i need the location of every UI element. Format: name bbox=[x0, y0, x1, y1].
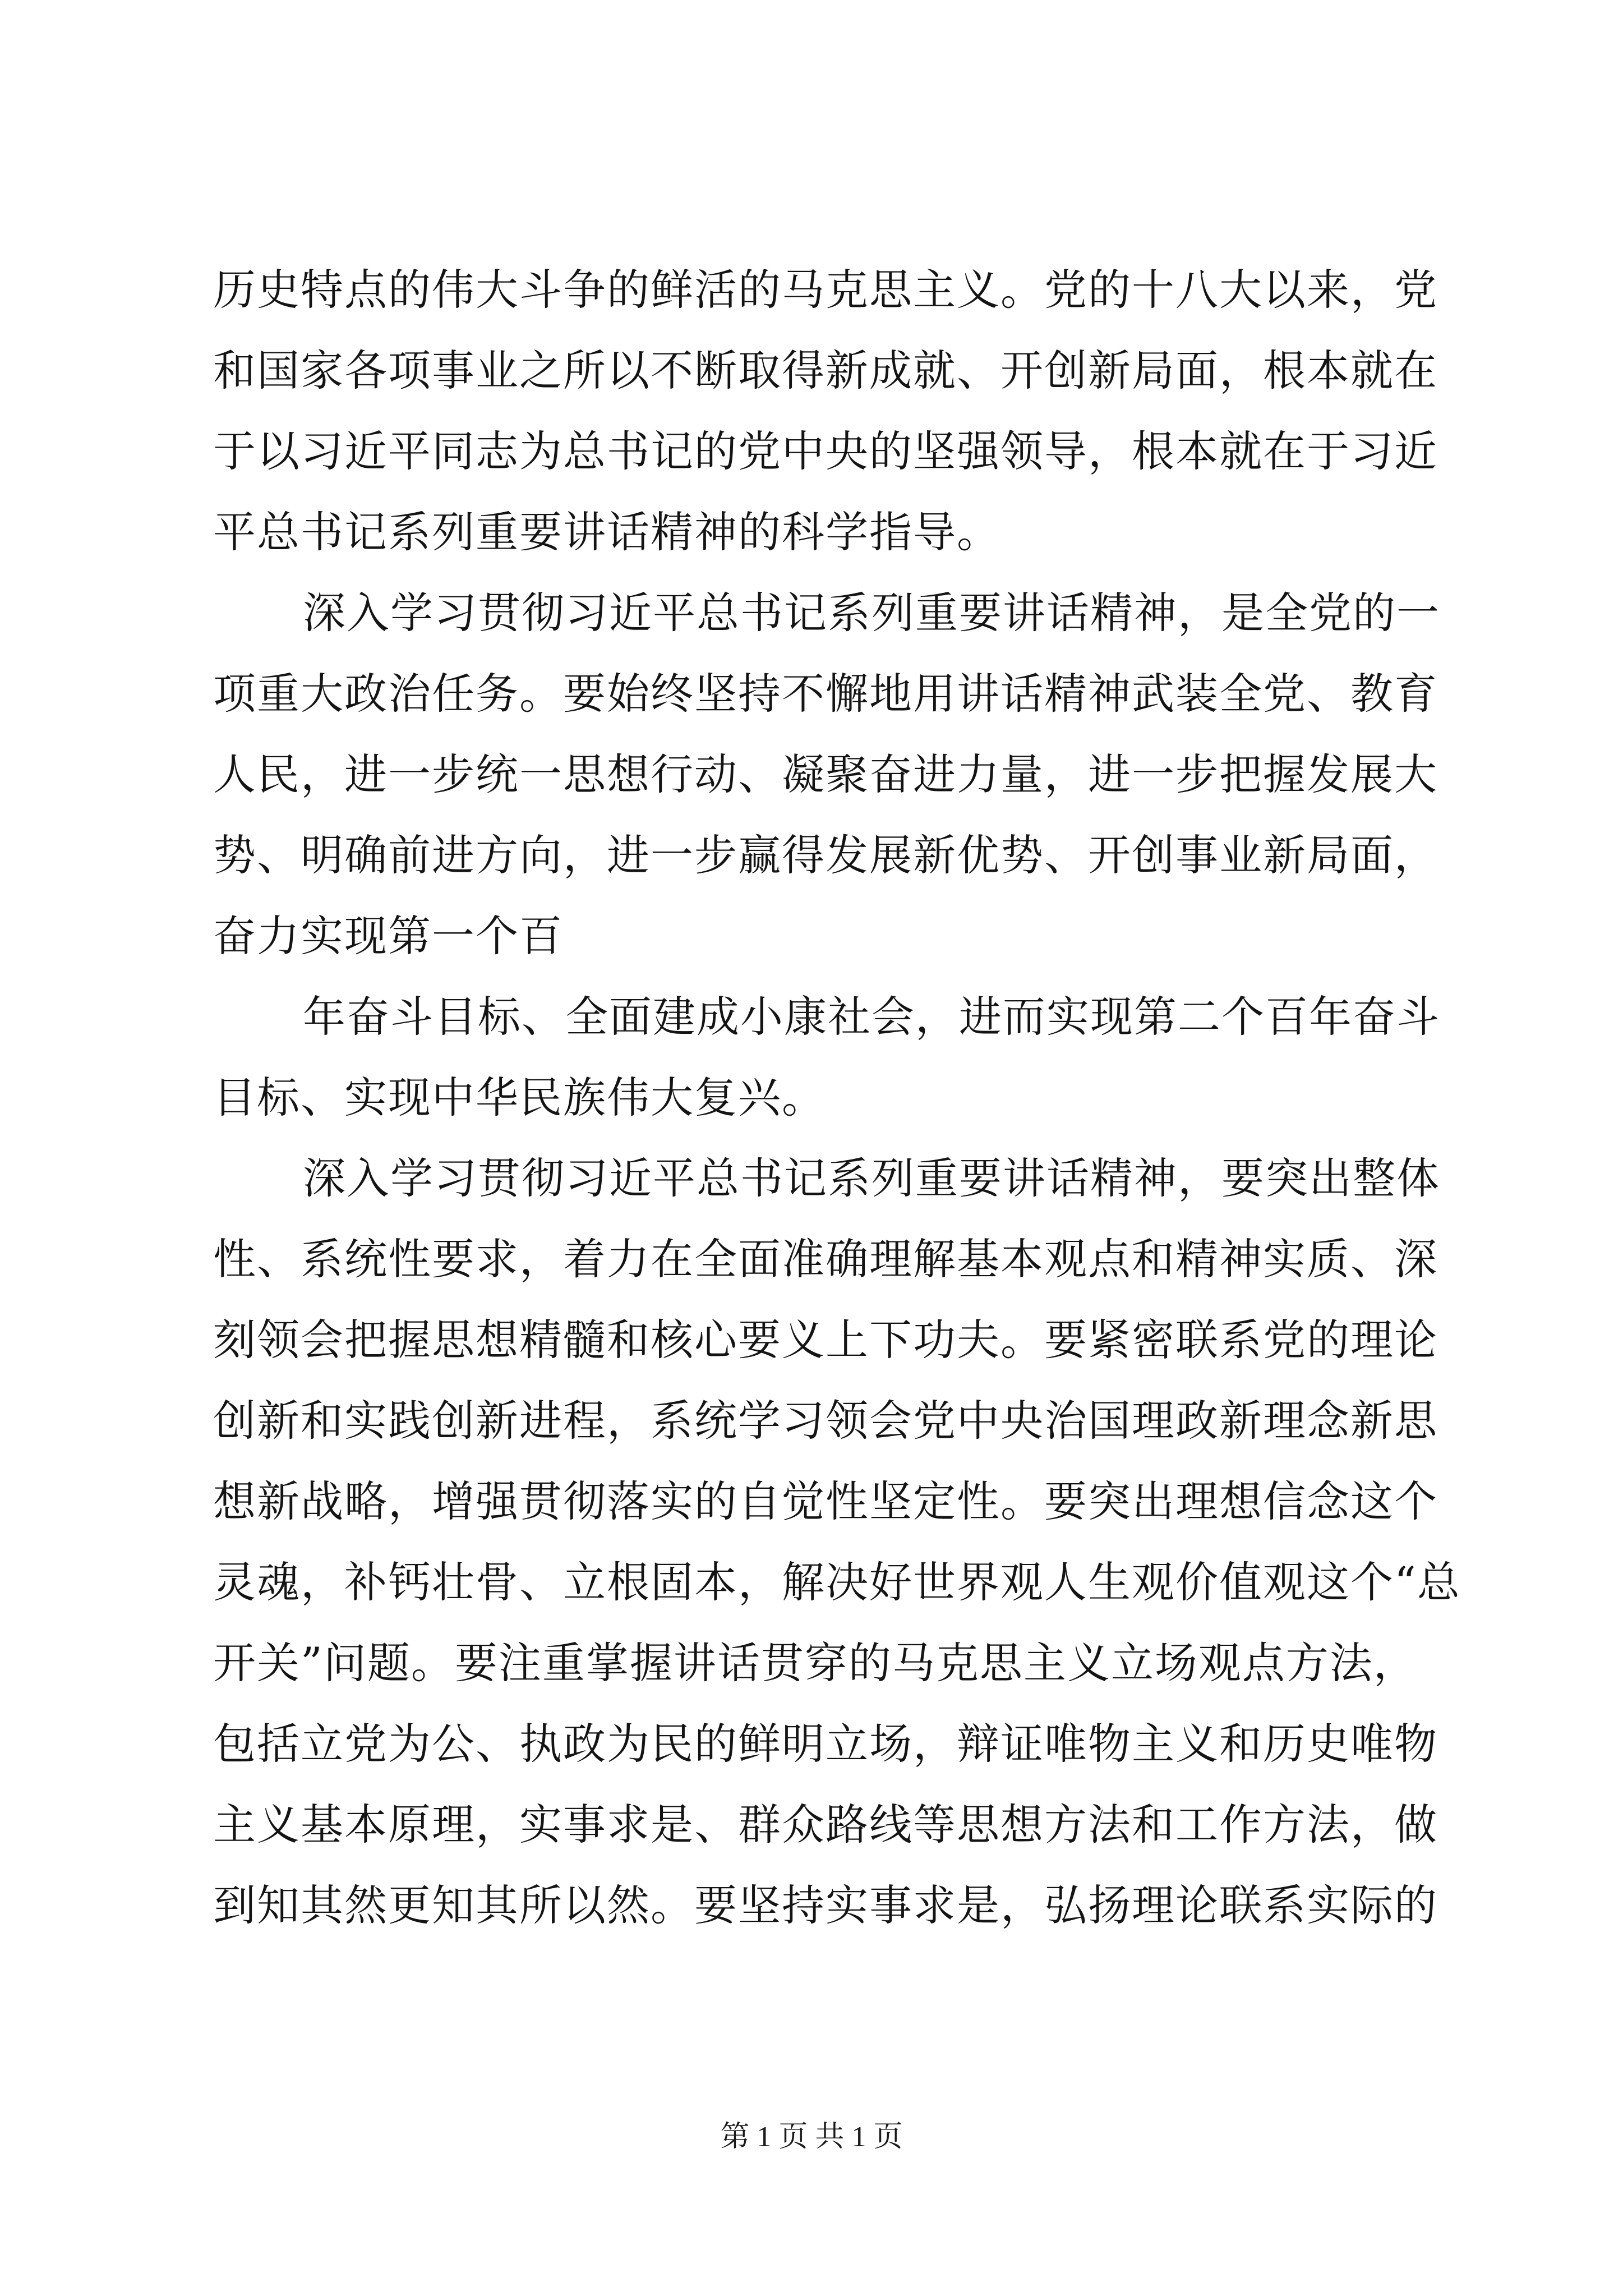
text-line: 创新和实践创新进程，系统学习领会党中央治国理政新理念新思 bbox=[213, 1396, 1438, 1446]
text-line: 想新战略，增强贯彻落实的自觉性坚定性。要突出理想信念这个 bbox=[213, 1476, 1438, 1526]
text-line: 平总书记系列重要讲话精神的科学指导。 bbox=[213, 507, 1000, 557]
paragraph-first-line: 深入学习贯彻习近平总书记系列重要讲话精神，是全党的一 bbox=[303, 588, 1440, 638]
text-line: 到知其然更知其所以然。要坚持实事求是，弘扬理论联系实际的 bbox=[213, 1880, 1438, 1930]
text-line: 于以习近平同志为总书记的党中央的坚强领导，根本就在于习近 bbox=[213, 426, 1438, 476]
text-line: 刻领会把握思想精髓和核心要义上下功夫。要紧密联系党的理论 bbox=[213, 1315, 1438, 1365]
text-line: 和国家各项事业之所以不断取得新成就、开创新局面，根本就在 bbox=[213, 346, 1438, 395]
body-text bbox=[213, 250, 1461, 1946]
paragraph-first-line: 年奋斗目标、全面建成小康社会，进而实现第二个百年奋斗 bbox=[303, 992, 1440, 1042]
text-line: 势、明确前进方向，进一步赢得发展新优势、开创事业新局面， bbox=[213, 830, 1438, 880]
text-line: 人民，进一步统一思想行动、凝聚奋进力量，进一步把握发展大 bbox=[213, 749, 1438, 799]
text-line: 目标、实现中华民族伟大复兴。 bbox=[213, 1073, 826, 1122]
text-line: 项重大政治任务。要始终坚持不懈地用讲话精神武装全党、教育 bbox=[213, 669, 1438, 719]
text-line: 灵魂，补钙壮骨、立根固本，解决好世界观人生观价值观这个“总 bbox=[213, 1557, 1461, 1607]
text-line: 主义基本原理，实事求是、群众路线等思想方法和工作方法，做 bbox=[213, 1800, 1438, 1849]
text-line: 历史特点的伟大斗争的鲜活的马克思主义。党的十八大以来，党 bbox=[213, 265, 1438, 315]
paragraph-first-line: 深入学习贯彻习近平总书记系列重要讲话精神，要突出整体 bbox=[303, 1153, 1440, 1203]
text-line: 性、系统性要求，着力在全面准确理解基本观点和精神实质、深 bbox=[213, 1234, 1438, 1284]
page-number-footer: 第 1 页 共 1 页 bbox=[720, 2121, 903, 2153]
text-line: 奋力实现第一个百 bbox=[213, 911, 563, 961]
text-line: 开关”问题。要注重掌握讲话贯穿的马克思主义立场观点方法， bbox=[213, 1638, 1417, 1688]
text-line: 包括立党为公、执政为民的鲜明立场，辩证唯物主义和历史唯物 bbox=[213, 1719, 1438, 1769]
